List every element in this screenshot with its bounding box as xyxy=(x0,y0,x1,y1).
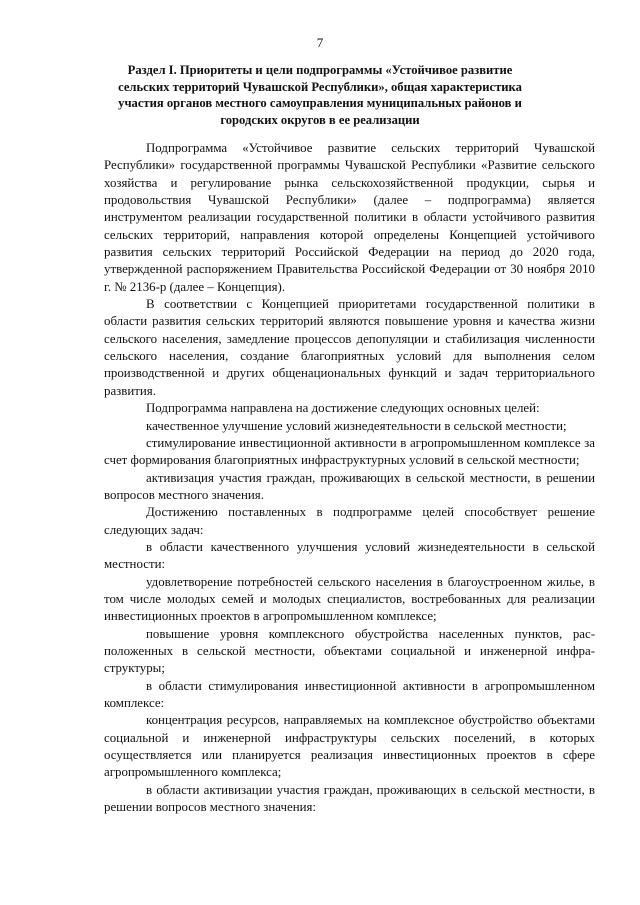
paragraph: В соответствии с Концепцией приоритетами государственной политики в области развития сельских территорий являются повышение уровня и качества жизни сельского населения, замедление процессов депопуляции и стабилизация численности сельского населения, создание благоприятных условий для выполнения селом производственной и других общенациональных функций и задач территориального развития. xyxy=(104,297,595,398)
paragraph: качественное улучшение условий жизнедеятельности в сельской местности; xyxy=(146,418,567,433)
paragraph: в области стимулирования инвестиционной активности в агропромышленном комплексе: xyxy=(104,678,595,710)
paragraph: Достижению поставленных в подпрограмме целей способствует решение следующих задач: xyxy=(104,505,595,537)
paragraph: повышение уровня комплексного обустройства населенных пунктов, расположенных в сельской местности, объектами социальной и инженерной инфраструктуры; xyxy=(104,626,595,676)
paragraph: активизация участия граждан, проживающих в сельской местности, в решении вопросов местного значения. xyxy=(104,470,595,502)
paragraph: в области активизации участия граждан, проживающих в сельской местности, в решении вопросов местного значения: xyxy=(104,782,595,815)
paragraph: в области качественного улучшения условий жизнедеятельности в сельской местности: xyxy=(104,539,595,572)
body-text xyxy=(104,140,595,816)
paragraph: удовлетворение потребностей сельского населения в благоустроенном жилье, в том числе молодых семей и молодых специалистов, востребованных для реализации инвестиционных проектов в агропромышленном комплексе; xyxy=(104,574,595,624)
paragraph: Подпрограмма направлена на достижение следующих основных целей: xyxy=(146,401,540,416)
section-heading: Раздел I. Приоритеты и цели подпрограммы «Устойчивое развитие сельских территорий Чувашской Республики», общая характеристика участия органов местного самоуправления муниципальных районов и городских округов в ее реализации xyxy=(118,63,522,127)
paragraph: концентрация ресурсов, направляемых на комплексное обустройство объектами социальной и инженерной инфраструктуры сельских поселений, в которых осуществляется или планируется реализация инвестиционных проектов в сфере агропромышленного комплекса; xyxy=(104,713,595,780)
page-number: 7 xyxy=(316,35,324,50)
paragraph: Подпрограмма «Устойчивое развитие сельских территорий Чувашской Республики» государственной программы Чувашской Республики «Развитие сельского хозяйства и регулирование рынка сельскохозяйственной продукции, сырья и продовольствия Чувашской Республики» (далее – подпрограмма) является инструментом реализации государственной политики в области устойчивого развития сельских территорий, направления которой определены Концепцией устойчивого развития сельских территорий Российской Федерации на период до 2020 года, утвержденной распоряжением Правительства Российской Федерации от 30 ноября 2010 г. № 2136-р (далее – Концепция). xyxy=(104,141,595,294)
paragraph: стимулирование инвестиционной активности в агропромышленном комплексе за счет формирования благоприятных инфраструктурных условий в сельской местности; xyxy=(104,435,595,468)
